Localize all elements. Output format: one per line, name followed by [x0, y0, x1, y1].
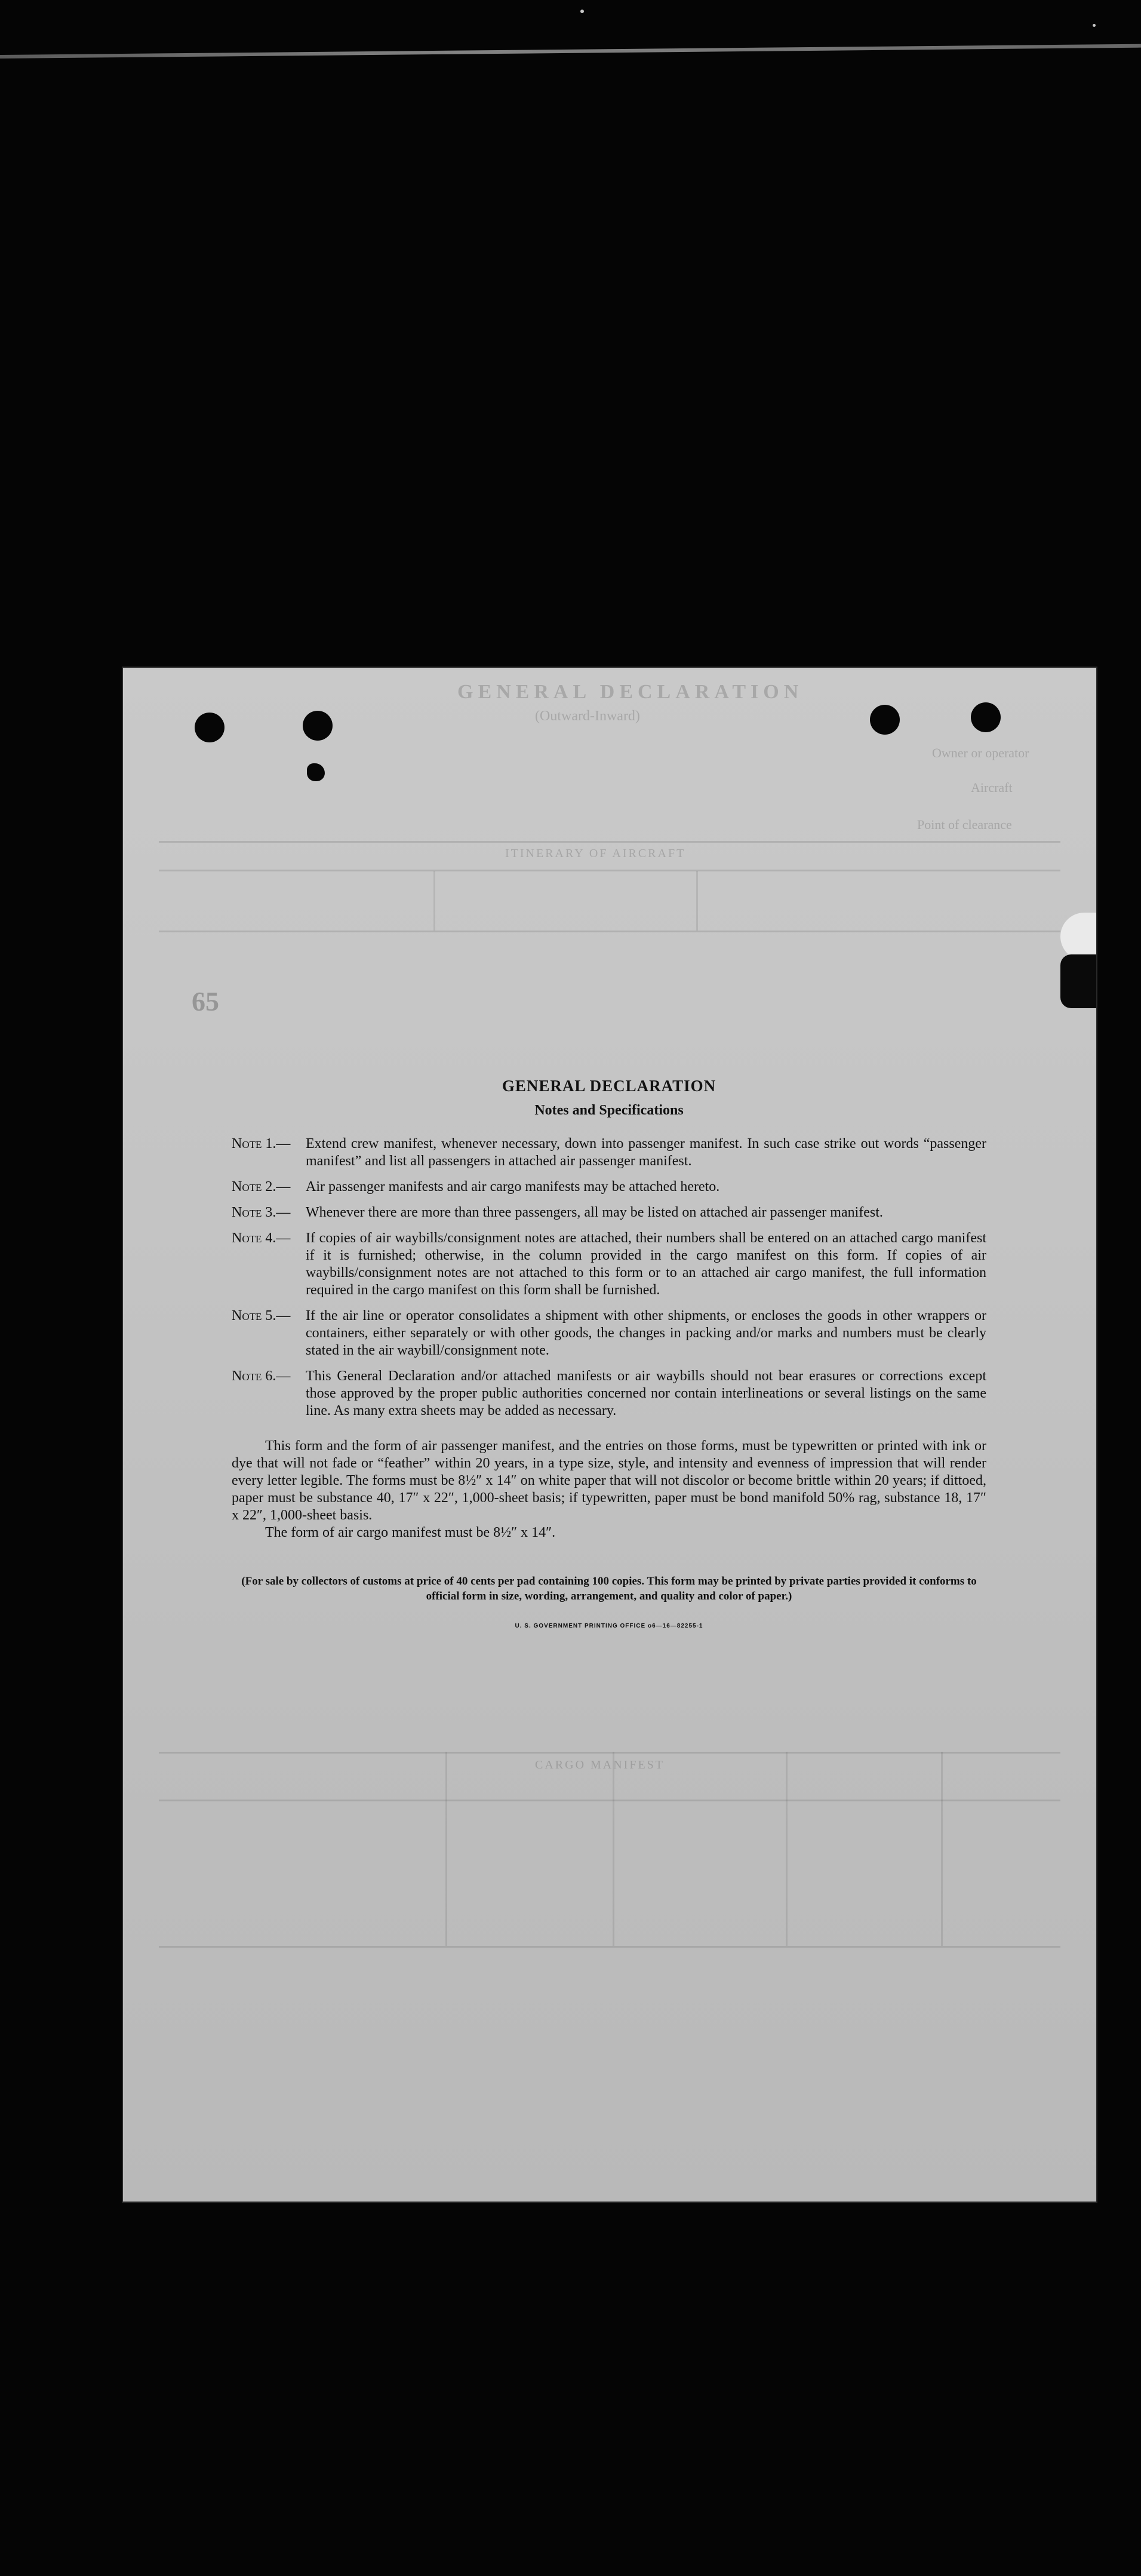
- show-through-cargo: CARGO MANIFEST: [535, 1758, 665, 1771]
- note-text: If copies of air waybills/consignment notes are attached, their numbers shall be entered on an attached cargo manifest if it is furnished; otherwise, in the column provided in the cargo manifest on this form. If copies of air waybills/consignment notes are not attached to this form or to an attached air cargo manifest, the full information required in the cargo manifest on this form shall be furnished.: [306, 1230, 986, 1298]
- note-6: [232, 1368, 986, 1420]
- paper-edge-tab: [1060, 954, 1096, 1008]
- page-subtitle: Notes and Specifications: [534, 1103, 684, 1118]
- punch-hole: [303, 711, 333, 741]
- notes-section: [232, 1077, 986, 1629]
- document-sheet: [123, 668, 1096, 2202]
- note-text: Extend crew manifest, whenever necessary, down into passenger manifest. In such case strike out words “passenger manifest” and list all passengers in attached air passenger manifest.: [306, 1136, 986, 1169]
- note-text: If the air line or operator consolidates a shipment with other shipments, or encloses the goods in other wrappers or containers, either separately or with other goods, the changes in packing and/or marks and numbers must be clearly stated in the air waybill/consignment note.: [306, 1308, 986, 1358]
- note-label: Note 1.—: [232, 1136, 291, 1152]
- show-through-rule: [159, 1946, 1060, 1948]
- show-through-column: [433, 871, 435, 931]
- show-through-page-number: 65: [192, 986, 219, 1017]
- show-through-column: [445, 1752, 447, 1946]
- punch-hole: [870, 705, 900, 735]
- show-through-rule: [159, 1752, 1060, 1754]
- note-text: This General Declaration and/or attached manifests or air waybills should not bear erasures or corrections except those approved by the proper public authorities concerned nor contain interlineations or several listings on the same line. As many extra sheets may be added as necessary.: [306, 1368, 986, 1419]
- note-5: [232, 1307, 986, 1359]
- show-through-itinerary: ITINERARY OF AIRCRAFT: [505, 847, 686, 860]
- note-text: Whenever there are more than three passengers, all may be listed on attached air passenger manifest.: [306, 1205, 883, 1220]
- cargo-form-size: The form of air cargo manifest must be 8½″ x 14″.: [265, 1525, 556, 1540]
- film-speck: [580, 10, 584, 13]
- show-through-column: [786, 1752, 788, 1946]
- note-label: Note 4.—: [232, 1230, 291, 1246]
- show-through-rule: [159, 841, 1060, 843]
- page-title: GENERAL DECLARATION: [502, 1077, 716, 1095]
- printing-office-imprint: U. S. GOVERNMENT PRINTING OFFICE o6—16—82255-1: [515, 1623, 703, 1629]
- note-label: Note 3.—: [232, 1205, 291, 1220]
- ink-blot: [307, 763, 325, 781]
- show-through-column: [613, 1752, 614, 1946]
- note-label: Note 5.—: [232, 1308, 291, 1324]
- show-through-point: Point of clearance: [917, 817, 1012, 832]
- sale-note: (For sale by collectors of customs at price of 40 cents per pad containing 100 copies. This form may be printed by private parties provided it conforms to official form in size, wording, arrangement, and quality and color of paper.): [241, 1575, 977, 1602]
- note-1: [232, 1135, 986, 1170]
- show-through-rule: [159, 1800, 1060, 1801]
- note-4: [232, 1230, 986, 1299]
- note-3: [232, 1204, 986, 1221]
- show-through-rule: [159, 870, 1060, 871]
- form-requirements-paragraph: This form and the form of air passenger manifest, and the entries on those forms, must be typewritten or printed with ink or dye that will not fade or “feather” within 20 years, in a type size, style, and intensity and evenness of impression that will render every letter legible. The forms must be 8½″ x 14″ on white paper that will not discolor or become brittle within 20 years; if dittoed, paper must be substance 40, 17″ x 22″, 1,000-sheet basis; if typewritten, paper must be bond manifold 50% rag, substance 18, 17″ x 22″, 1,000-sheet basis.: [232, 1438, 986, 1523]
- show-through-subheading: (Outward-Inward): [535, 708, 640, 724]
- note-label: Note 2.—: [232, 1179, 291, 1195]
- show-through-heading: GENERAL DECLARATION: [457, 681, 804, 703]
- show-through-column: [696, 871, 698, 931]
- show-through-operator: Owner or operator: [932, 745, 1029, 760]
- film-speck: [1093, 24, 1096, 27]
- paper-glare: [1060, 913, 1096, 960]
- note-2: [232, 1178, 986, 1196]
- show-through-aircraft: Aircraft: [971, 780, 1013, 795]
- punch-hole: [971, 702, 1001, 732]
- show-through-rule: [159, 931, 1060, 932]
- show-through-column: [941, 1752, 943, 1946]
- film-edge-line: [0, 44, 1141, 59]
- note-text: Air passenger manifests and air cargo manifests may be attached hereto.: [306, 1179, 720, 1195]
- punch-hole: [195, 713, 224, 742]
- note-label: Note 6.—: [232, 1368, 291, 1384]
